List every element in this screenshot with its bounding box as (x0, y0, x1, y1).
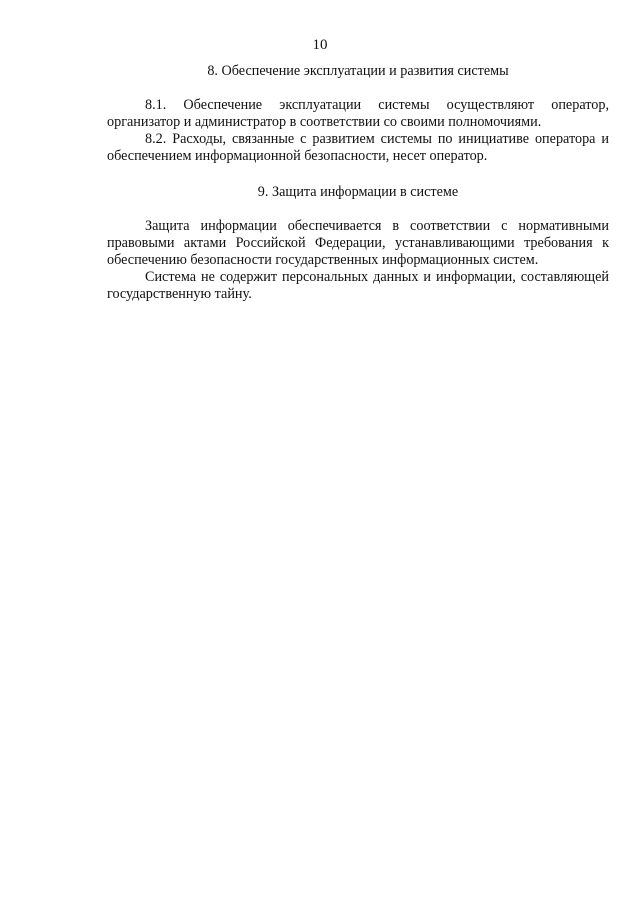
paragraph-8-2: 8.2. Расходы, связанные с развитием системы по инициативе оператора и обеспечением информационной безопасности, несет оператор. (107, 131, 609, 164)
paragraph-9-2: Система не содержит персональных данных и информации, составляющей государственную тайну. (107, 269, 609, 302)
section-8-body (107, 97, 609, 165)
paragraph-9-1: Защита информации обеспечивается в соответствии с нормативными правовыми актами Российской Федерации, устанавливающими требования к обеспечению безопасности государственных информационных систем. (107, 218, 609, 268)
section-8-heading: 8. Обеспечение эксплуатации и развития системы (207, 63, 509, 79)
paragraph-8-1: 8.1. Обеспечение эксплуатации системы осуществляют оператор, организатор и администратор в соответствии со своими полномочиями. (107, 97, 609, 130)
section-9-body (107, 218, 609, 303)
page-number: 10 (312, 37, 328, 53)
section-9-heading: 9. Защита информации в системе (257, 184, 459, 200)
